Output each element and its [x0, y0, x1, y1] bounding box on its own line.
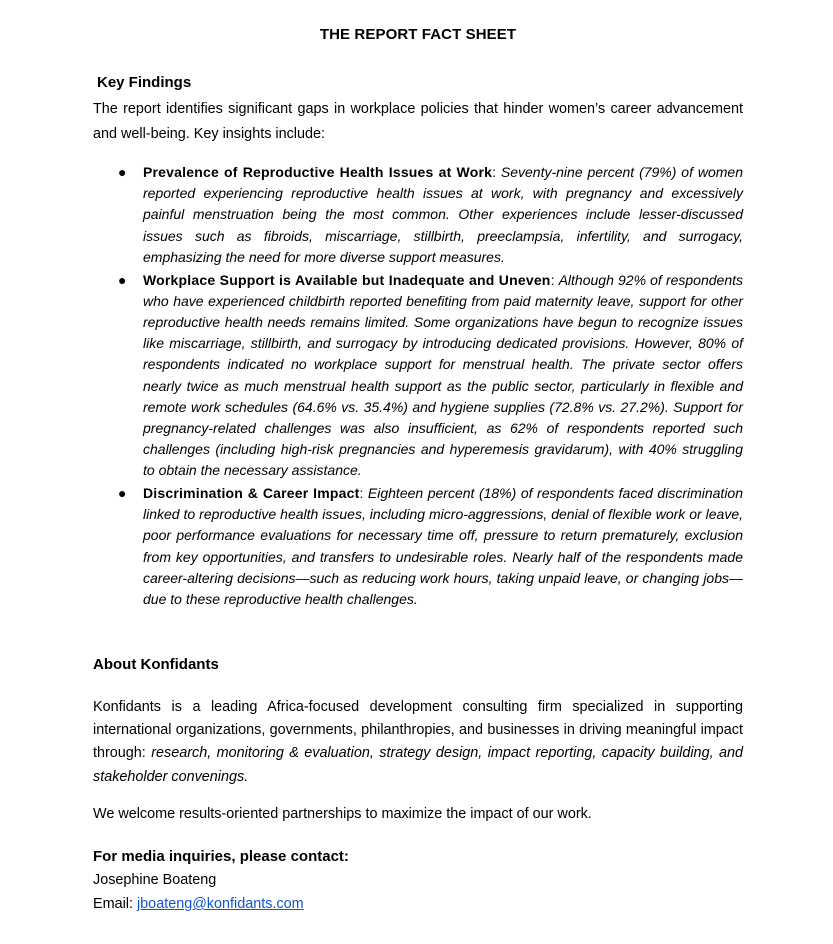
finding-lead: Discrimination & Career Impact [143, 485, 360, 502]
finding-separator: : [359, 485, 368, 502]
about-heading: About Konfidants [93, 656, 219, 673]
finding-item [93, 483, 743, 610]
about-services: research, monitoring & evaluation, strategy design, impact reporting, capacity building, and stakeholder convenings [93, 745, 743, 785]
finding-separator: : [550, 271, 559, 288]
finding-body: Although 92% of respondents who have experienced childbirth reported benefiting from paid maternity leave, support for other reproductive health needs remains limited. Some organizations have begun to recognize issues like miscarriage, stillbirth, and surrogacy by introducing dedicated provisions. However, 80% of respondents indicated no workplace support for menstrual health. The private sector offers nearly twice as much menstrual health support as the public sector, particularly in flexible and remote work schedules (64.6% vs. 35.4%) and hygiene supplies (72.8% vs. 27.2%). Support for pregnancy-related challenges was also insufficient, as 62% of respondents reported such challenges (including high-risk pregnancies and hyperemesis gravidarum), with 40% struggling to obtain the necessary assistance. [143, 271, 744, 479]
finding-item [93, 270, 743, 482]
finding-item [93, 162, 743, 268]
about-text-end: . [244, 768, 249, 785]
contact-email-line [93, 896, 304, 912]
bullet-icon: ● [118, 164, 127, 180]
finding-lead: Prevalence of Reproductive Health Issues at Work [143, 164, 493, 180]
email-label: Email: [93, 896, 137, 912]
welcome-text: We welcome results-oriented partnerships to maximize the impact of our work. [93, 806, 592, 822]
finding-lead: Workplace Support is Available but Inadequate and Uneven [143, 271, 551, 288]
finding-body: Eighteen percent (18%) of respondents faced discrimination linked to reproductive health issues, including micro-aggressions, denial of flexible work or leave, poor performance evaluations for necessary time off, pressure to return prematurely, exclusion from key opportunities, and transfers to undesirable roles. Nearly half of the respondents made career-altering decisions—such as reducing work hours, taking unpaid leave, or changing jobs—due to these reproductive health challenges. [143, 485, 744, 608]
contact-name: Josephine Boateng [93, 872, 217, 888]
email-link[interactable]: jboateng@konfidants.com [136, 896, 304, 912]
finding-body: Seventy-nine percent (79%) of women reported experiencing reproductive health issues at work, with pregnancy and excessively painful menstruation being the most common. Other experiences include lesser-discussed issues such as fibroids, miscarriage, stillbirth, preeclampsia, infertility, and surrogacy, emphasizing the need for more diverse support measures. [143, 164, 743, 265]
about-text: Konfidants is a leading Africa-focused development consulting firm specialized in supporting international organizations, governments, philanthropies, and businesses in driving meaningful impact through: [93, 699, 743, 762]
finding-separator: : [492, 164, 501, 180]
key-findings-list [93, 162, 743, 612]
bullet-icon: ● [118, 271, 127, 288]
bullet-icon: ● [118, 485, 127, 502]
key-findings-intro: The report identifies significant gaps in workplace policies that hinder women’s career advancement and well-being. Key insights include: [93, 101, 743, 142]
media-contact-heading: For media inquiries, please contact: [93, 848, 349, 865]
page-title: THE REPORT FACT SHEET [319, 26, 517, 43]
about-paragraph [93, 696, 743, 789]
key-findings-heading: Key Findings [97, 74, 192, 91]
